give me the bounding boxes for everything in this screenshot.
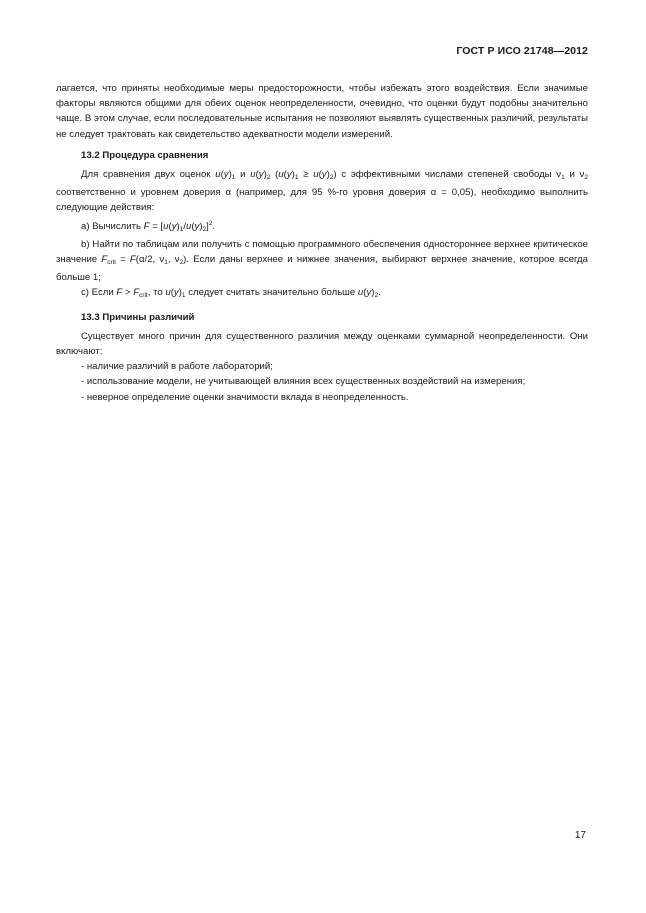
section-13-3-heading: 13.3 Причины различий [81, 311, 195, 323]
page-body [56, 81, 588, 405]
page-number: 17 [574, 830, 586, 841]
section-13-2-heading: 13.2 Процедура сравнения [81, 149, 209, 161]
list-item: - использование модели, не учитывающей влияния всех существенных воздействий на измерения; [81, 376, 526, 388]
section-13-2-paragraph: Для сравнения двух оценок $u(y)_1$ и $u(y)_2$ $(u(y)_1 \ge u(y)_2)$ с эффективными числами степеней свободы $\nu_1$ и $\nu_2$ соответственно и уровнем доверия α (например, для 95 %-го уровня доверия α = 0,05), необходимо выполнить следующие действия: [56, 169, 588, 214]
list-item: - неверное определение оценки значимости вклада в неопределенность. [81, 391, 409, 403]
step-b: b) Найти по таблицам или получить с помощью программного обеспечения одностороннее верхнее критическое значение $F_{crit} = F(\alpha/2$, $\nu_1$, $\nu_2$). Если даны верхнее и нижнее значения, выбирают верхнее значение, которое всегда больше 1; [56, 238, 588, 284]
step-a: a) Вычислить $F = [u(y)_1/u(y)_2]^2$. [81, 219, 216, 233]
list-item: - наличие различий в работе лабораторий; [81, 361, 273, 373]
page-header-standard-title: ГОСТ Р ИСО 21748—2012 [456, 45, 588, 57]
section-13-3-paragraph: Существует много причин для существенного различия между оценками суммарной неопределенности. Они включают: [56, 330, 588, 358]
step-c: c) Если $F > F_{crit}$, то $u(y)_1$ следует считать значительно больше $u(y)_2$. [81, 287, 381, 300]
intro-paragraph: лагается, что приняты необходимые меры предосторожности, чтобы избежать этого воздействия. Если значимые факторы являются общими для обеих оценок неопределенности, очевидно, что оценки будут подобны значительно чаще. В этом случае, если последовательные испытания не позволяют выявлять существенных различий, результаты не следует трактовать как свидетельство адекватности модели измерений. [56, 83, 588, 140]
